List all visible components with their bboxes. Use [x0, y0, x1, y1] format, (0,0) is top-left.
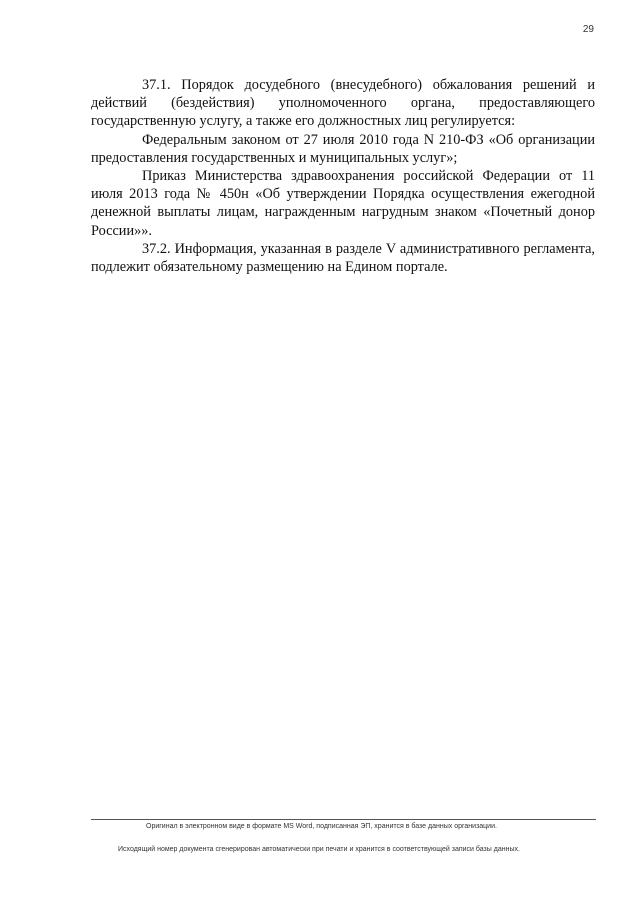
paragraph-ministry-order: Приказ Министерства здравоохранения российской Федерации от 11 июля 2013 года № 450н «Об утверждении Порядка осуществления ежегодной денежной выплаты лицам, награжденным нагрудным знаком «Почетный донор России»».	[91, 168, 595, 239]
paragraph-federal-law: Федеральным законом от 27 июля 2010 года N 210-ФЗ «Об организации предоставления государственных и муниципальных услуг»;	[91, 131, 595, 166]
paragraph-37-1: 37.1. Порядок досудебного (внесудебного) обжалования решений и действий (бездействия) уполномоченного органа, предоставляющего государственную услугу, а также его должностных лиц регулируется:	[91, 77, 595, 130]
document-body	[91, 76, 595, 276]
footer-divider	[91, 819, 596, 820]
page-number: 29	[582, 24, 594, 35]
footer-outgoing-number-note: Исходящий номер документа сгенерирован автоматически при печати и хранится в соответствующей записи базы данных.	[118, 846, 520, 853]
footer-original-note: Оригинал в электронном виде в формате MS Word, подписанная ЭП, хранится в базе данных организации.	[146, 823, 497, 830]
paragraph-37-2: 37.2. Информация, указанная в разделе V административного регламента, подлежит обязательному размещению на Едином портале.	[91, 240, 595, 276]
